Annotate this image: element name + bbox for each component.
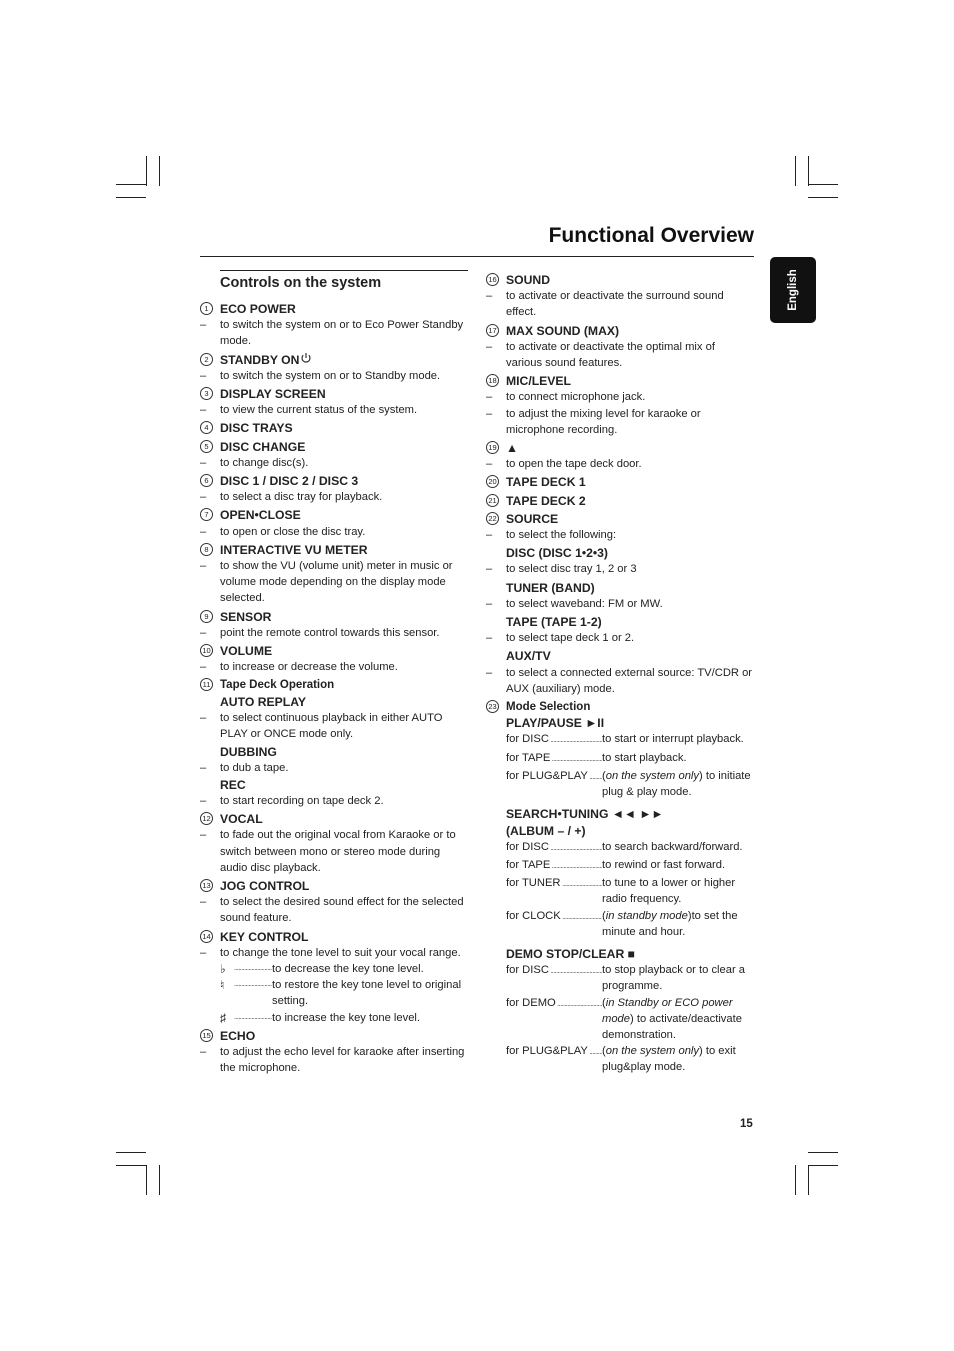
item-label: VOCAL <box>220 812 263 827</box>
item-jog-control <box>200 878 468 894</box>
item-display-screen <box>200 386 468 402</box>
item-number: 20 <box>486 474 506 490</box>
item-number: 17 <box>486 323 506 339</box>
item-disc-change <box>200 439 468 455</box>
item-desc: – to switch the system on or to Standby mode. <box>200 369 441 382</box>
item-label: TAPE DECK 2 <box>506 493 586 508</box>
item-number: 3 <box>200 386 220 402</box>
mode-row: for TUNER ..... to tune to a lower or higher radio frequency. <box>506 875 754 907</box>
section-title: Controls on the system <box>220 270 468 293</box>
item-label: SOUND <box>506 273 551 287</box>
item-label: MAX SOUND (MAX) <box>506 323 620 338</box>
item-volume <box>200 643 468 659</box>
key-flat-row: ♭ ..... to decrease the key tone level. <box>220 961 468 977</box>
item-label: DISPLAY SCREEN <box>220 387 326 402</box>
item-desc: – to select disc tray 1, 2 or 3 <box>486 563 637 576</box>
mode-row: for DISC ..... to stop playback or to clear a programme. <box>506 962 754 994</box>
item-interactive-vu-meter <box>200 542 468 558</box>
mode-row: for TAPE ..... to start playback. <box>506 750 754 768</box>
item-desc: – to dub a tape. <box>200 762 289 775</box>
item-desc: – to fade out the original vocal from Karaoke or to switch between mono or stereo mode during audio disc playback. <box>200 829 456 874</box>
item-heading: Mode Selection <box>506 701 591 714</box>
item-label: SOURCE <box>506 511 559 526</box>
item-number: 19 <box>486 440 506 456</box>
item-label: SENSOR <box>220 609 272 624</box>
demo-stop-label: DEMO STOP/CLEAR ■ <box>506 946 636 961</box>
key-sharp-row: ♯ ..... to increase the key tone level. <box>220 1010 468 1026</box>
source-tuner-label: TUNER (BAND) <box>506 580 595 595</box>
item-desc: – to open the tape deck door. <box>486 458 642 471</box>
rec-label: REC <box>220 777 246 792</box>
item-number: 15 <box>200 1028 220 1044</box>
item-desc: – to activate or deactivate the surround sound effect. <box>486 290 724 319</box>
item-desc: – to select continuous playback in either AUTO PLAY or ONCE mode only. <box>200 711 443 741</box>
item-max-sound-max <box>486 323 754 339</box>
page-number: 15 <box>740 1118 753 1130</box>
item-desc: – to show the VU (volume unit) meter in music or volume mode depending on the display mode selected. <box>200 560 453 605</box>
key-natural-row: ♮ ..... to restore the key tone level to original setting. <box>220 977 468 1009</box>
album-label: (ALBUM – / +) <box>506 823 586 838</box>
item-tape-deck-2 <box>486 493 754 509</box>
source-disc-label: DISC (DISC 1•2•3) <box>506 546 608 561</box>
item-disc-1-disc-2-disc-3 <box>200 473 468 489</box>
mode-row: for TAPE ..... to rewind or fast forward. <box>506 857 754 875</box>
sharp-icon: ♯ <box>220 1010 226 1025</box>
item-label: MIC/LEVEL <box>506 374 572 389</box>
item-number: 16 <box>486 272 506 288</box>
item-desc: – to select a connected external source: TV/CDR or AUX (auxiliary) mode. <box>486 666 753 695</box>
item-number: 8 <box>200 542 220 558</box>
item-desc: – to open or close the disc tray. <box>200 525 366 538</box>
item-label: VOLUME <box>220 644 273 659</box>
item-number: 12 <box>200 811 220 827</box>
mode-row: for PLUG&PLAY ..... (on the system only) to initiate plug & play mode. <box>506 768 754 800</box>
item-number: 21 <box>486 493 506 509</box>
language-tab <box>770 257 816 323</box>
auto-replay-label: AUTO REPLAY <box>220 694 307 709</box>
item-label: DISC CHANGE <box>220 439 306 454</box>
item-number: 11 <box>200 677 220 693</box>
item-desc: – to increase or decrease the volume. <box>200 661 398 674</box>
item-tape-deck <box>200 677 468 693</box>
item-mic-level <box>486 373 754 389</box>
item-source <box>486 511 754 527</box>
item-number: 5 <box>200 439 220 455</box>
item-desc: – to select the desired sound effect for the selected sound feature. <box>200 896 464 925</box>
item-standby-on <box>200 352 468 368</box>
item-label: ECHO <box>220 1028 256 1043</box>
item-desc: – to adjust the mixing level for karaoke or microphone recording. <box>486 407 701 436</box>
item-label: INTERACTIVE VU METER <box>220 542 368 557</box>
item-number: 13 <box>200 878 220 894</box>
item-label: TAPE DECK 1 <box>506 475 586 490</box>
item-desc: – to switch the system on or to Eco Power Standby mode. <box>200 319 464 348</box>
right-item-list <box>486 272 754 509</box>
item-heading: Tape Deck Operation <box>220 679 335 692</box>
item-sound <box>486 272 754 288</box>
item-disc-trays <box>200 420 468 436</box>
item-desc: – to select tape deck 1 or 2. <box>486 632 635 645</box>
item-desc: – to change disc(s). <box>200 456 309 469</box>
item-desc: – to select the following: <box>486 529 617 542</box>
page-title: Functional Overview <box>548 224 754 247</box>
source-tape-label: TAPE (TAPE 1-2) <box>506 615 602 630</box>
mode-row: for CLOCK ..... (in standby mode)to set the minute and hour. <box>506 908 754 940</box>
item-number: 14 <box>200 929 220 945</box>
source-aux-label: AUX/TV <box>506 649 551 664</box>
item-eco-power <box>200 301 468 317</box>
item-desc: – to change the tone level to suit your vocal range. <box>200 946 461 959</box>
item-label: DISC TRAYS <box>220 421 293 436</box>
natural-icon: ♮ <box>220 978 225 993</box>
item-desc: – to connect microphone jack. <box>486 391 646 404</box>
mode-row: for DISC ..... to start or interrupt playback. <box>506 731 754 749</box>
item-key-control <box>200 929 468 945</box>
item-vocal <box>200 811 468 827</box>
item-label: ▲ <box>506 441 519 456</box>
item-number: 23 <box>486 699 506 715</box>
item-echo <box>200 1028 468 1044</box>
mode-row: for PLUG&PLAY ..... (on the system only) to exit plug&play mode. <box>506 1043 754 1075</box>
item-number: 18 <box>486 373 506 389</box>
item-sensor <box>200 609 468 625</box>
item-label: OPEN•CLOSE <box>220 508 301 523</box>
play-pause-label: PLAY/PAUSE ►II <box>506 716 605 731</box>
item-desc: – to activate or deactivate the optimal mix of various sound features. <box>486 340 715 370</box>
item-number: 9 <box>200 609 220 625</box>
item-number: 7 <box>200 507 220 523</box>
item-label: STANDBY ON <box>220 352 300 367</box>
item-label: ECO POWER <box>220 302 296 316</box>
flat-icon: ♭ <box>220 961 226 976</box>
language-tab-label: English <box>787 269 799 311</box>
item-number: 2 <box>200 352 220 368</box>
item-mode-selection <box>486 699 754 715</box>
title-rule <box>200 256 754 257</box>
mode-row: for DISC ..... to search backward/forward. <box>506 839 754 857</box>
item-label: JOG CONTROL <box>220 878 310 893</box>
item-number: 22 <box>486 511 506 527</box>
item-desc: – to adjust the echo level for karaoke after inserting the microphone. <box>200 1045 465 1075</box>
left-column <box>200 270 468 1076</box>
item-number: 6 <box>200 473 220 489</box>
item-desc: – to view the current status of the system. <box>200 404 418 417</box>
item-desc: – to select a disc tray for playback. <box>200 491 383 504</box>
item-desc: – to select waveband: FM or MW. <box>486 597 663 610</box>
item-label: DISC 1 / DISC 2 / DISC 3 <box>220 474 359 489</box>
item-open-close <box>200 507 468 523</box>
right-column <box>486 270 754 1076</box>
item-label: KEY CONTROL <box>220 929 309 944</box>
dubbing-label: DUBBING <box>220 745 277 760</box>
left-item-list <box>200 301 468 675</box>
item-number: 1 <box>200 301 220 317</box>
item-number: 4 <box>200 420 220 436</box>
item-desc: – point the remote control towards this sensor. <box>200 626 440 639</box>
item-tape-deck-1 <box>486 474 754 490</box>
item-number: 10 <box>200 643 220 659</box>
power-icon <box>299 352 312 368</box>
mode-row: for DEMO ..... (in Standby or ECO power mode) to activate/deactivate demonstration. <box>506 995 754 1044</box>
item- <box>486 440 754 456</box>
item-desc: – to start recording on tape deck 2. <box>200 794 384 807</box>
search-tuning-label: SEARCH•TUNING ◄◄ ►► <box>506 807 664 822</box>
